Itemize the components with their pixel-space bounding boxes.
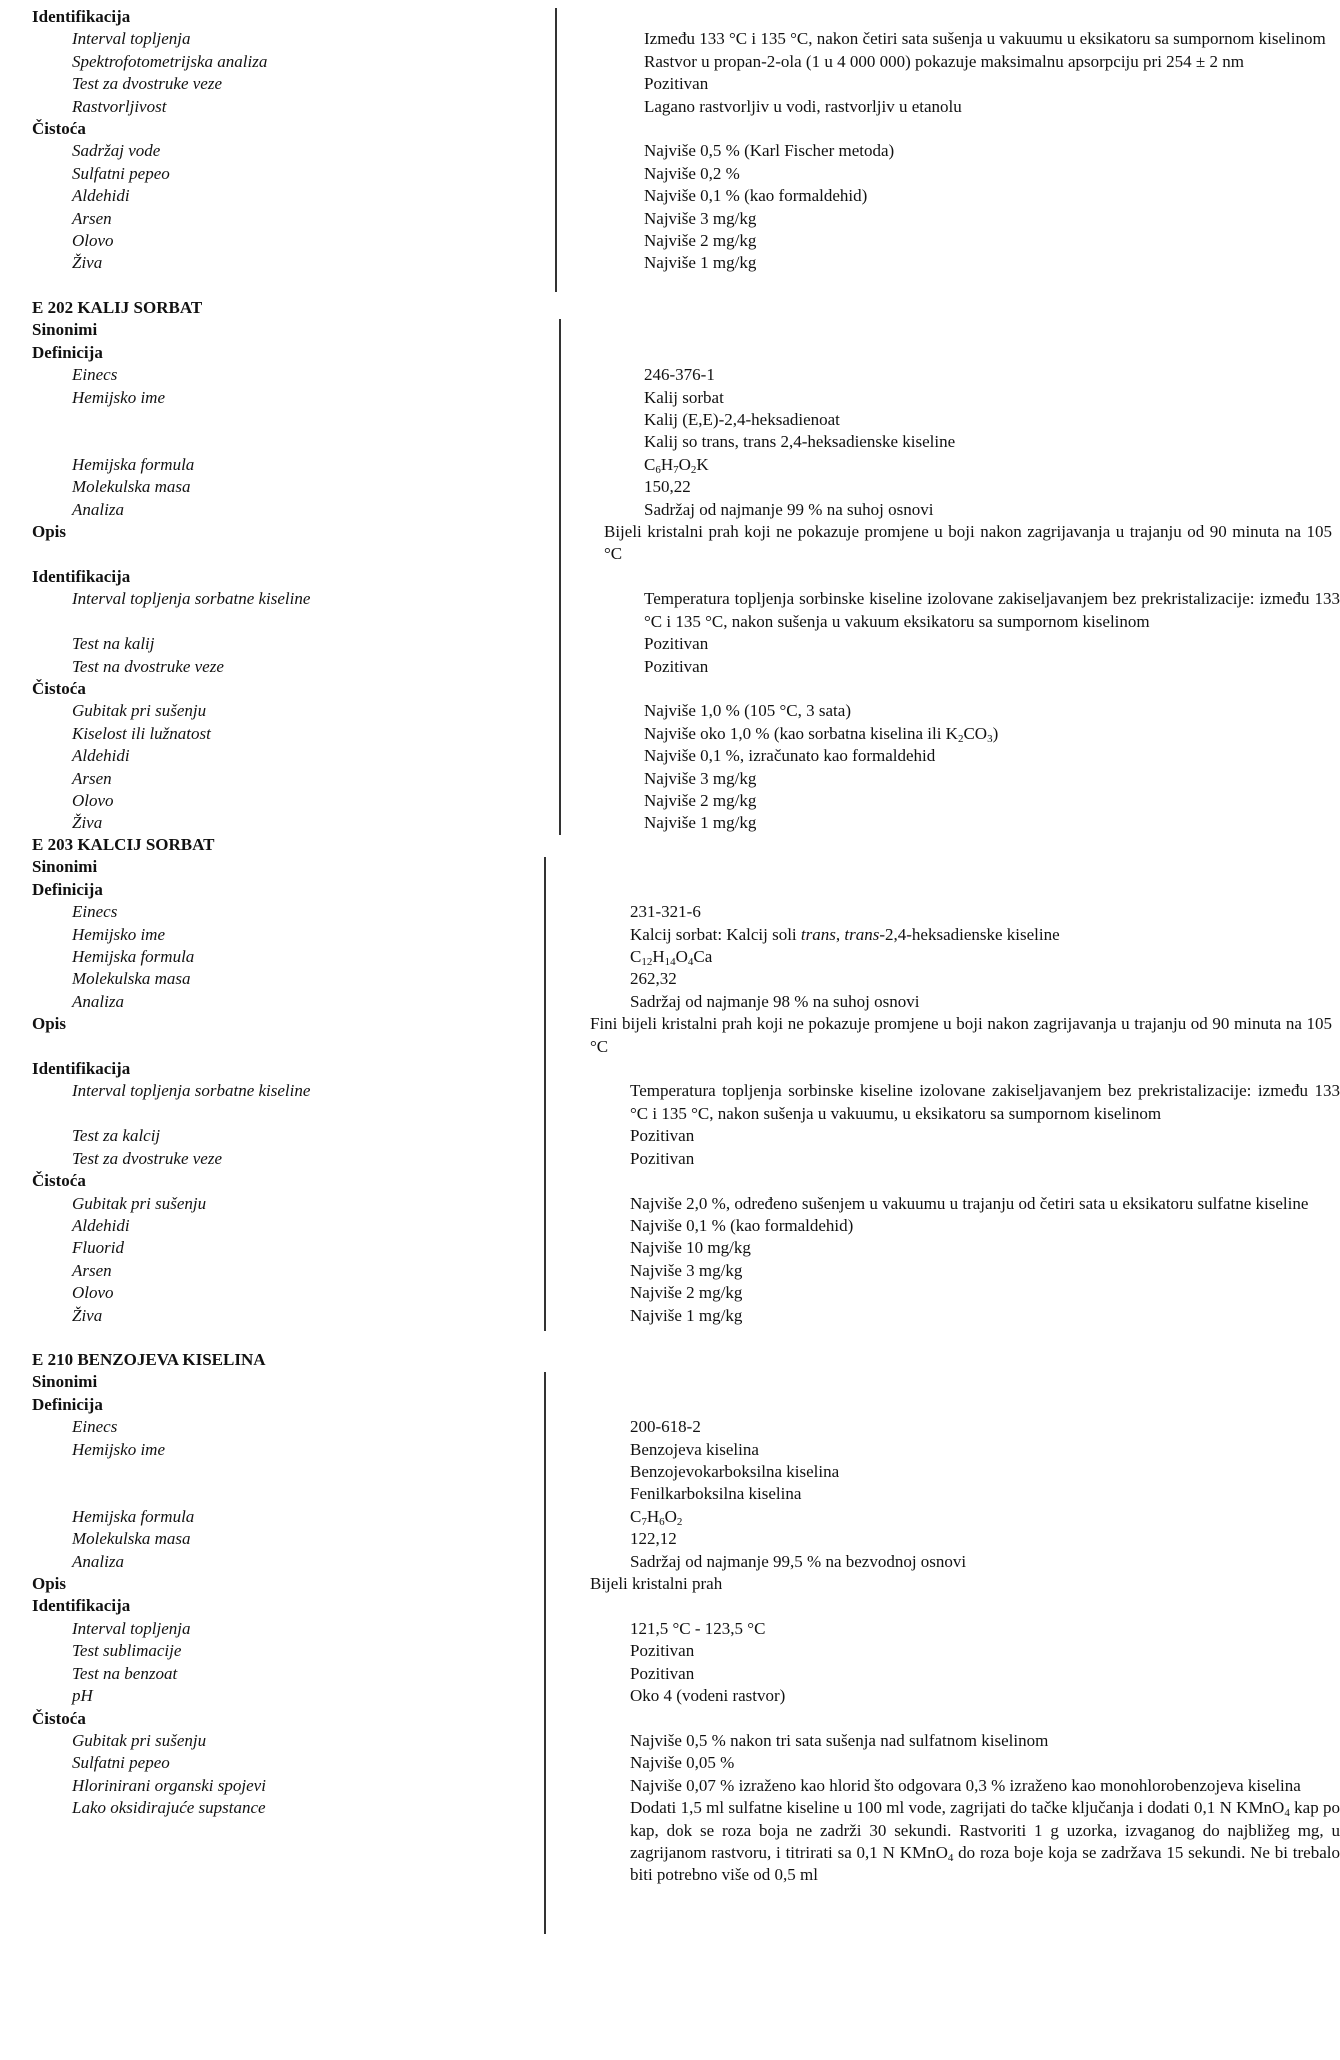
field-label: Interval topljenja <box>72 29 191 49</box>
field-value: Pozitivan <box>630 1663 695 1683</box>
field-value: Najviše 3 mg/kg <box>630 1260 743 1280</box>
field-value: Temperatura topljenja sorbinske kiseline izolovane zakiseljavanjem bez prekristalizacije: između 133 °C i 135 °C, nakon sušenja u vakuumu, u eksikatoru sa sumpornom kiselinom <box>630 1081 1340 1123</box>
field-label: Interval topljenja <box>72 1618 191 1638</box>
field-label: Gubitak pri sušenju <box>72 1730 207 1750</box>
field-label: Einecs <box>72 365 118 385</box>
value-text: do roza boje koja se zadržava 15 sekundi. Ne bi trebalo biti potrebno više od 0,5 ml <box>630 1842 1340 1885</box>
field-value: Najviše 2 mg/kg <box>644 231 757 251</box>
subscript: 6 <box>655 463 661 476</box>
spec-row <box>0 1371 1340 1393</box>
field-value <box>630 946 1340 968</box>
field-value: Najviše 1,0 % (105 °C, 3 sata) <box>644 701 851 721</box>
field-label: Hemijsko ime <box>72 387 166 407</box>
subscript: 6 <box>659 1515 665 1528</box>
value-text: H <box>660 454 674 474</box>
field-label: Hemijska formula <box>72 1506 195 1526</box>
field-label: Aldehidi <box>72 186 130 206</box>
subscript: 4 <box>687 956 694 969</box>
spec-row <box>0 790 1340 812</box>
section-title: E 202 KALIJ SORBAT <box>32 298 203 317</box>
field-label: Živa <box>72 1305 103 1325</box>
value-text: ) <box>992 723 999 743</box>
field-label: Olovo <box>72 231 114 251</box>
value-text: , <box>835 924 845 944</box>
field-label: Analiza <box>72 1551 124 1571</box>
spec-row <box>0 387 1340 409</box>
field-value: Najviše 1 mg/kg <box>644 253 757 273</box>
spec-section <box>0 6 1340 275</box>
value-text: trans <box>800 924 836 944</box>
field-value: Pozitivan <box>644 656 709 676</box>
field-label: Test za dvostruke veze <box>72 1148 222 1168</box>
spec-row <box>0 1148 1340 1170</box>
spec-row <box>0 1439 1340 1461</box>
spec-row <box>0 1282 1340 1304</box>
spec-row <box>0 6 1340 28</box>
spec-row <box>0 700 1340 722</box>
field-value: Najviše 3 mg/kg <box>644 208 757 228</box>
field-value: Oko 4 (vodeni rastvor) <box>630 1686 786 1706</box>
value-text: C <box>630 947 642 967</box>
field-value: Najviše 2,0 %, određeno sušenjem u vakuumu u trajanju od četiri sata u eksikatoru sulfatne kiseline <box>630 1193 1309 1213</box>
field-value: Benzojeva kiselina <box>630 1439 759 1459</box>
field-value: Najviše 1 mg/kg <box>630 1305 743 1325</box>
spec-row <box>0 342 1340 364</box>
spec-row <box>0 656 1340 678</box>
spec-row <box>0 633 1340 655</box>
spec-row <box>0 566 1340 588</box>
field-label: pH <box>72 1686 93 1706</box>
field-heading: Čistoća <box>32 119 86 139</box>
field-value: Između 133 °C i 135 °C, nakon četiri sata sušenja u vakuumu u eksikatoru sa sumpornom kiselinom <box>644 29 1326 49</box>
field-label: Molekulska masa <box>72 477 191 497</box>
field-label: Olovo <box>72 1283 114 1303</box>
field-label: Test na dvostruke veze <box>72 656 224 676</box>
spec-row <box>0 1080 1340 1125</box>
field-value: Benzojevokarboksilna kiselina <box>630 1462 840 1482</box>
field-label: Sadržaj vode <box>72 141 161 161</box>
field-heading: Definicija <box>32 342 103 362</box>
field-label: Einecs <box>72 902 118 922</box>
spec-row <box>0 1260 1340 1282</box>
field-value: Najviše 10 mg/kg <box>630 1238 751 1258</box>
field-label: Spektrofotometrijska analiza <box>72 51 268 71</box>
value-text: O <box>678 454 691 474</box>
spec-row <box>0 409 1340 431</box>
spec-row <box>0 1573 1340 1595</box>
subscript: 2 <box>957 732 964 745</box>
field-value <box>630 1797 1340 1887</box>
field-value: Bijeli kristalni prah <box>590 1574 723 1594</box>
field-label: Test na kalij <box>72 634 155 654</box>
value-text: -2,4-heksadienske kiseline <box>879 924 1060 944</box>
spec-row <box>0 1125 1340 1147</box>
spec-section <box>0 1349 1340 1887</box>
section-title: E 203 KALCIJ SORBAT <box>32 835 215 854</box>
field-value: Lagano rastvorljiv u vodi, rastvorljiv u etanolu <box>644 96 962 116</box>
field-heading: Opis <box>32 1574 67 1594</box>
field-value: Kalij so trans, trans 2,4-heksadienske kiseline <box>644 432 956 452</box>
field-heading: Čistoća <box>32 678 86 698</box>
field-heading: Čistoća <box>32 1708 86 1728</box>
field-value: Najviše 2 mg/kg <box>630 1283 743 1303</box>
field-label: Analiza <box>72 499 124 519</box>
field-value: 150,22 <box>644 477 691 497</box>
field-value: Najviše 0,05 % <box>630 1753 735 1773</box>
value-text: K <box>696 454 709 474</box>
spec-row <box>0 1237 1340 1259</box>
field-value: 200-618-2 <box>630 1417 701 1437</box>
field-label: Arsen <box>72 768 112 788</box>
field-label: Hemijsko ime <box>72 1439 166 1459</box>
value-text: O <box>664 1506 677 1526</box>
field-value: Fenilkarboksilna kiselina <box>630 1484 802 1504</box>
value-text: kap po kap, dok se roza boja ne zadrži 30 sekundi. Rastvoriti 1 g uzorka, izvaganog do najbližeg mg, u zagrijanom rastvoru, i titrirati sa 0,1 N KMnO <box>630 1798 1340 1862</box>
spec-row <box>0 1215 1340 1237</box>
field-value <box>630 924 1340 946</box>
field-label: Fluorid <box>72 1238 124 1258</box>
spec-row <box>0 28 1340 50</box>
field-label: Test na benzoat <box>72 1663 178 1683</box>
field-label: Rastvorljivost <box>72 96 167 116</box>
spec-row <box>0 1461 1340 1483</box>
field-heading: Definicija <box>32 1394 103 1414</box>
spec-row <box>0 678 1340 700</box>
field-value: 231-321-6 <box>630 902 701 922</box>
spec-row <box>0 1640 1340 1662</box>
field-value: Kalij (E,E)-2,4-heksadienoat <box>644 410 840 430</box>
spec-row <box>0 521 1340 566</box>
spec-row <box>0 163 1340 185</box>
field-value: Najviše 0,1 % (kao formaldehid) <box>630 1215 854 1235</box>
value-text: CO <box>963 723 988 743</box>
field-label: Aldehidi <box>72 1215 130 1235</box>
spec-row <box>0 1663 1340 1685</box>
value-text: C <box>644 454 656 474</box>
field-value: 122,12 <box>630 1529 677 1549</box>
field-value: 246-376-1 <box>644 365 715 385</box>
spec-row <box>0 431 1340 453</box>
spec-row <box>0 208 1340 230</box>
field-heading: Identifikacija <box>32 566 131 586</box>
spec-row <box>0 319 1340 341</box>
field-value: Najviše 1 mg/kg <box>644 813 757 833</box>
spec-row <box>0 588 1340 633</box>
field-label: Interval topljenja sorbatne kiseline <box>72 1081 311 1101</box>
spec-row <box>0 1013 1340 1058</box>
field-value: Pozitivan <box>630 1126 695 1146</box>
spec-row <box>0 454 1340 476</box>
spec-row <box>0 364 1340 386</box>
field-value: Sadržaj od najmanje 99 % na suhoj osnovi <box>644 499 934 519</box>
subscript: 7 <box>673 463 679 476</box>
spec-row <box>0 1305 1340 1327</box>
value-text: Kalcij sorbat: Kalcij soli <box>630 924 801 944</box>
field-heading: Sinonimi <box>32 320 98 340</box>
spec-row <box>0 96 1340 118</box>
field-value <box>644 454 1340 476</box>
value-text: O <box>675 947 688 967</box>
spec-row <box>0 51 1340 73</box>
field-heading: Čistoća <box>32 1171 86 1191</box>
field-value: Sadržaj od najmanje 98 % na suhoj osnovi <box>630 991 920 1011</box>
spec-row <box>0 1618 1340 1640</box>
spec-row <box>0 1708 1340 1730</box>
field-value: 262,32 <box>630 969 677 989</box>
spec-row <box>0 968 1340 990</box>
spec-row <box>0 1730 1340 1752</box>
spec-row <box>0 723 1340 745</box>
field-label: Gubitak pri sušenju <box>72 1193 207 1213</box>
value-text: Ca <box>693 947 713 967</box>
field-value: 121,5 °C - 123,5 °C <box>630 1618 766 1638</box>
field-value: Najviše 0,5 % (Karl Fischer metoda) <box>644 141 895 161</box>
field-value: Najviše 2 mg/kg <box>644 790 757 810</box>
field-value: Pozitivan <box>630 1641 695 1661</box>
spec-section <box>0 834 1340 1327</box>
value-text: C <box>630 1506 642 1526</box>
field-label: Aldehidi <box>72 746 130 766</box>
field-value: Bijeli kristalni prah koji ne pokazuje promjene u boji nakon zagrijavanja u trajanju od 90 minuta na 105 °C <box>604 522 1332 564</box>
field-label: Gubitak pri sušenju <box>72 701 207 721</box>
spec-row <box>0 812 1340 834</box>
field-label: Test sublimacije <box>72 1641 182 1661</box>
field-label: Sulfatni pepeo <box>72 1753 170 1773</box>
spec-row <box>0 856 1340 878</box>
spec-row <box>0 1058 1340 1080</box>
spec-row <box>0 140 1340 162</box>
subscript: 7 <box>641 1515 647 1528</box>
section-title: E 210 BENZOJEVA KISELINA <box>32 1350 266 1369</box>
value-text: trans <box>844 924 880 944</box>
subscript: 4 <box>947 1851 954 1864</box>
spec-row <box>0 1551 1340 1573</box>
field-heading: Opis <box>32 1014 67 1034</box>
value-text: Najviše oko 1,0 % (kao sorbatna kiselina ili K <box>644 723 958 743</box>
field-label: Živa <box>72 813 103 833</box>
field-value: Rastvor u propan-2-ola (1 u 4 000 000) pokazuje maksimalnu apsorpciju pri 254 ± 2 nm <box>644 51 1244 71</box>
spec-row <box>0 745 1340 767</box>
spec-row <box>0 1595 1340 1617</box>
value-text: Dodati 1,5 ml sulfatne kiseline u 100 ml vode, zagrijati do tačke ključanja i dodati 0,1 N KMnO <box>630 1798 1285 1818</box>
spec-row <box>0 185 1340 207</box>
field-label: Lako oksidirajuće supstance <box>72 1798 266 1818</box>
spec-row <box>0 118 1340 140</box>
spec-row <box>0 1506 1340 1528</box>
field-label: Olovo <box>72 790 114 810</box>
field-label: Hlorinirani organski spojevi <box>72 1775 266 1795</box>
field-value: Najviše 0,1 %, izračunato kao formaldehid <box>644 746 936 766</box>
field-value: Temperatura topljenja sorbinske kiseline izolovane zakiseljavanjem bez prekristalizacije: između 133 °C i 135 °C, nakon sušenja u vakuum eksikatoru sa sumpornom kiselinom <box>644 589 1340 631</box>
spec-row <box>0 1797 1340 1887</box>
spec-row <box>0 1483 1340 1505</box>
field-heading: Opis <box>32 522 67 542</box>
field-label: Molekulska masa <box>72 969 191 989</box>
field-label: Interval topljenja sorbatne kiseline <box>72 589 311 609</box>
field-label: Živa <box>72 253 103 273</box>
spec-row <box>0 1416 1340 1438</box>
field-heading: Identifikacija <box>32 1059 131 1079</box>
subscript: 14 <box>664 956 676 969</box>
spec-row <box>0 1170 1340 1192</box>
subscript: 12 <box>641 956 653 969</box>
field-label: Arsen <box>72 1260 112 1280</box>
spec-row <box>0 73 1340 95</box>
subscript: 2 <box>690 463 697 476</box>
field-label: Test za dvostruke veze <box>72 74 222 94</box>
spec-row <box>0 1685 1340 1707</box>
field-value: Kalij sorbat <box>644 387 724 407</box>
value-text: H <box>646 1506 660 1526</box>
field-value: Najviše 3 mg/kg <box>644 768 757 788</box>
spec-row <box>0 1394 1340 1416</box>
spec-row <box>0 768 1340 790</box>
field-label: Hemijska formula <box>72 947 195 967</box>
field-label: Hemijska formula <box>72 454 195 474</box>
field-value: Fini bijeli kristalni prah koji ne pokazuje promjene u boji nakon zagrijavanja u trajanju od 90 minuta na 105 °C <box>590 1014 1332 1056</box>
field-label: Hemijsko ime <box>72 924 166 944</box>
field-heading: Sinonimi <box>32 1372 98 1392</box>
spec-row <box>0 476 1340 498</box>
field-value: Najviše 0,07 % izraženo kao hlorid što odgovara 0,3 % izraženo kao monohlorobenzojeva kiselina <box>630 1775 1301 1795</box>
subscript: 3 <box>987 732 993 745</box>
spec-row <box>0 252 1340 274</box>
field-value: Najviše 0,2 % <box>644 163 740 183</box>
field-heading: Definicija <box>32 879 103 899</box>
spec-row <box>0 1752 1340 1774</box>
spec-row <box>0 230 1340 252</box>
field-value: Pozitivan <box>630 1148 695 1168</box>
spec-row <box>0 1528 1340 1550</box>
field-heading: Identifikacija <box>32 7 131 26</box>
spec-row <box>0 879 1340 901</box>
spec-row <box>0 499 1340 521</box>
field-value <box>630 1506 1340 1528</box>
spec-row <box>0 946 1340 968</box>
field-value: Sadržaj od najmanje 99,5 % na bezvodnoj osnovi <box>630 1551 967 1571</box>
spec-row <box>0 901 1340 923</box>
field-label: Analiza <box>72 991 124 1011</box>
field-value: Pozitivan <box>644 74 709 94</box>
spec-section <box>0 297 1340 835</box>
field-label: Einecs <box>72 1417 118 1437</box>
field-value <box>644 723 1340 745</box>
value-text: H <box>652 947 665 967</box>
field-label: Test za kalcij <box>72 1126 161 1146</box>
field-label: Molekulska masa <box>72 1529 191 1549</box>
spec-row <box>0 924 1340 946</box>
field-label: Arsen <box>72 208 112 228</box>
spec-row <box>0 1775 1340 1797</box>
field-heading: Identifikacija <box>32 1596 131 1616</box>
spec-row <box>0 991 1340 1013</box>
spec-row <box>0 1193 1340 1215</box>
field-label: Kiselost ili lužnatost <box>72 723 211 743</box>
field-value: Najviše 0,5 % nakon tri sata sušenja nad sulfatnom kiselinom <box>630 1730 1049 1750</box>
subscript: 2 <box>676 1515 683 1528</box>
field-label: Sulfatni pepeo <box>72 163 170 183</box>
field-value: Pozitivan <box>644 634 709 654</box>
subscript: 4 <box>1284 1807 1290 1820</box>
field-value: Najviše 0,1 % (kao formaldehid) <box>644 186 868 206</box>
field-heading: Sinonimi <box>32 857 98 877</box>
